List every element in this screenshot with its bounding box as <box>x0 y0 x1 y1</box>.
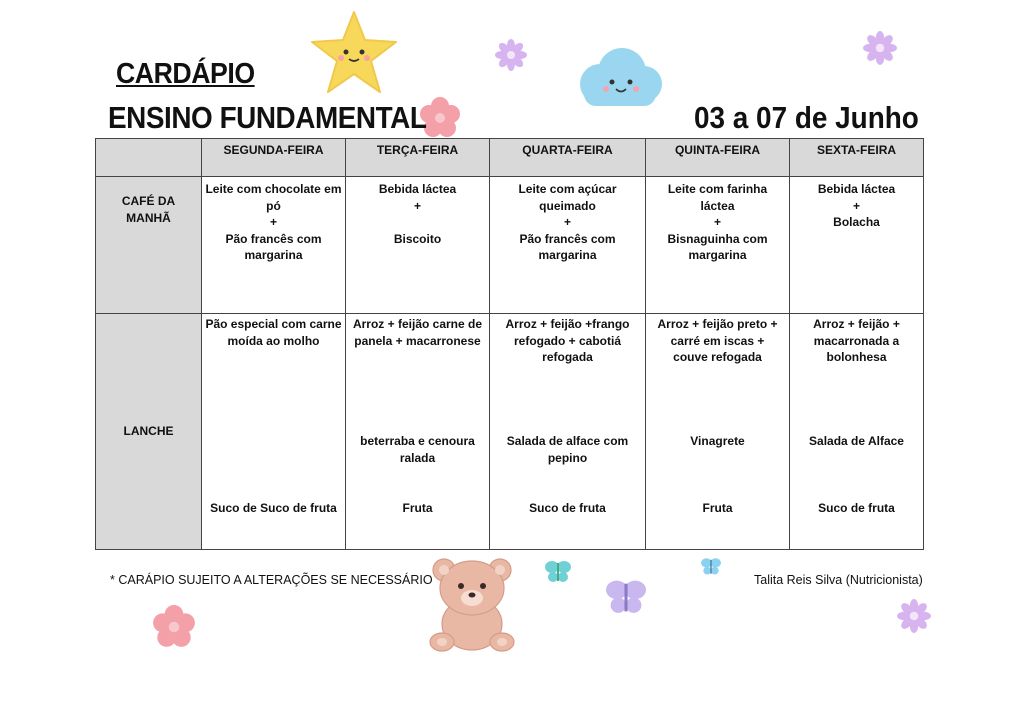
menu-extra: Fruta <box>402 501 433 515</box>
menu-item: Leite com farinha láctea <box>667 182 768 213</box>
table-row <box>96 314 924 550</box>
menu-item: Leite com açúcar queimado <box>518 182 617 213</box>
butterfly-icon <box>544 558 572 584</box>
menu-cell <box>202 314 346 550</box>
menu-side: Salada de Alface <box>809 434 904 448</box>
page-title: CARDÁPIO <box>116 58 255 90</box>
menu-main: Arroz + feijão carne de panela + macarronese <box>352 317 483 348</box>
nutritionist-signature: Talita Reis Silva (Nutricionista) <box>754 573 923 587</box>
day-header: SEXTA-FEIRA <box>790 139 924 177</box>
menu-item: Bisnaguinha com margarina <box>667 231 768 262</box>
menu-cell <box>490 177 646 314</box>
menu-cell <box>202 177 346 314</box>
menu-main: Arroz + feijão +frango refogado + cabotiá refogada <box>505 317 630 364</box>
flower-icon <box>146 604 202 650</box>
menu-side: Vinagrete <box>690 434 745 448</box>
menu-extra: Suco de Suco de fruta <box>210 501 337 515</box>
menu-item: Pão francês com margarina <box>519 231 616 262</box>
menu-main: Pão especial com carne moída ao molho <box>205 317 342 348</box>
menu-main: Arroz + feijão preto + carré em iscas + couve refogada <box>657 317 778 364</box>
menu-extra: Suco de fruta <box>529 501 606 515</box>
meal-label <box>96 177 202 314</box>
butterfly-icon <box>602 576 650 616</box>
menu-main: Arroz + feijão + macarronada a bolonhesa <box>813 317 900 364</box>
menu-cell <box>346 314 490 550</box>
header-corner-cell <box>96 139 202 177</box>
menu-item: Leite com chocolate em pó <box>205 182 342 213</box>
menu-side: beterraba e cenoura ralada <box>360 434 475 465</box>
butterfly-icon <box>700 556 722 576</box>
menu-cell <box>490 314 646 550</box>
disclaimer-note: * CARÁPIO SUJEITO A ALTERAÇÕES SE NECESSÁRIO <box>110 573 433 587</box>
menu-plus: + <box>413 198 421 213</box>
menu-cell <box>790 177 924 314</box>
flower-icon <box>862 30 898 66</box>
teddy-bear-icon <box>424 554 520 654</box>
menu-item: Bebida láctea <box>817 182 896 196</box>
meal-label: LANCHE <box>96 314 202 550</box>
menu-cell <box>646 177 790 314</box>
table-row <box>96 177 924 314</box>
menu-item: Biscoito <box>393 231 442 246</box>
day-header: TERÇA-FEIRA <box>346 139 490 177</box>
star-face-icon <box>308 8 400 96</box>
menu-plus: + <box>713 215 721 229</box>
menu-cell <box>790 314 924 550</box>
cloud-face-icon <box>570 44 668 114</box>
menu-item: Pão francês com margarina <box>225 231 322 262</box>
date-range: 03 a 07 de Junho <box>694 100 919 135</box>
menu-cell <box>346 177 490 314</box>
menu-item: Bebida láctea <box>378 182 457 196</box>
menu-plus: + <box>269 215 277 229</box>
menu-extra: Fruta <box>702 501 733 515</box>
menu-side: Salada de alface com pepino <box>506 434 629 465</box>
menu-table <box>95 138 924 550</box>
menu-plus: + <box>563 215 571 229</box>
flower-icon <box>896 598 932 634</box>
day-header: QUINTA-FEIRA <box>646 139 790 177</box>
flower-icon <box>494 38 528 72</box>
menu-item: Bolacha <box>833 215 880 229</box>
page-subtitle: ENSINO FUNDAMENTAL <box>108 100 427 135</box>
table-header-row <box>96 139 924 177</box>
menu-plus: + <box>852 198 860 213</box>
day-header: SEGUNDA-FEIRA <box>202 139 346 177</box>
menu-cell <box>646 314 790 550</box>
day-header: QUARTA-FEIRA <box>490 139 646 177</box>
menu-spacer <box>349 214 486 231</box>
menu-extra: Suco de fruta <box>818 501 895 515</box>
meal-label-text: CAFÉ DA MANHÃ <box>121 194 176 225</box>
